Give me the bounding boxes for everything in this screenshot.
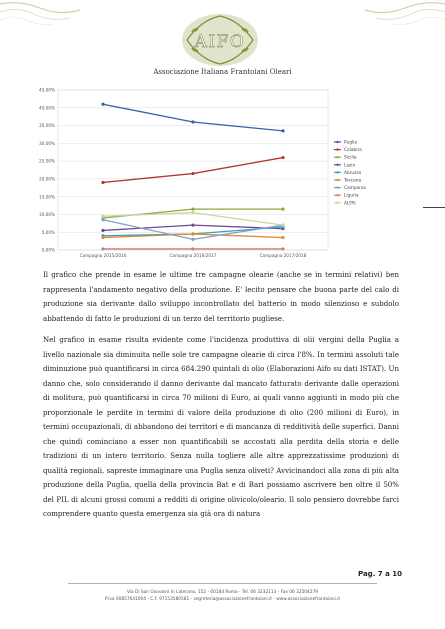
data-point [281, 208, 284, 211]
y-tick-label: 25,00% [39, 158, 55, 164]
legend-marker [336, 141, 338, 143]
margin-rule [423, 207, 445, 208]
data-point [281, 224, 284, 227]
data-point [101, 218, 104, 221]
legend-marker [336, 202, 338, 204]
data-point [281, 129, 284, 132]
legend-label: Lazio [344, 163, 356, 169]
y-tick-label: 0,00% [41, 247, 55, 253]
page-number: Pag. 7 a 10 [358, 570, 402, 578]
data-point [101, 229, 104, 232]
aifo-logo [181, 10, 259, 68]
y-tick-label: 15,00% [39, 194, 55, 200]
legend-marker [336, 186, 338, 188]
series-line [103, 104, 283, 131]
legend-label: Liguria [344, 193, 359, 199]
data-point [191, 238, 194, 241]
data-point [281, 247, 284, 250]
legend-marker [336, 194, 338, 196]
footer-rule [68, 583, 377, 584]
body-text [43, 268, 399, 522]
legend-label: Abruzzo [344, 170, 362, 176]
x-tick-label: Campagna 2016/2017 [169, 253, 217, 258]
legend-marker [336, 164, 338, 166]
x-tick-label: Campagna 2015/2016 [79, 253, 127, 258]
logo-text: AIFO [194, 32, 246, 52]
legend-label: Campania [344, 186, 366, 192]
corner-ornament-left [0, 0, 80, 40]
data-point [191, 247, 194, 250]
y-tick-label: 20,00% [39, 176, 55, 182]
legend-label: Sicilia [344, 155, 357, 161]
y-tick-label: 45,00% [39, 87, 55, 93]
data-point [281, 156, 284, 159]
paragraph-1: Il grafico che prende in esame le ultime tre campagne olearie (anche se in termini relativi) ben rappresenta l'andamento negativo della produzione. E' lecito pensare che buona parte del calo di produzione sia derivante dallo sviluppo incontrollato del batterio in modo silenzioso e subdolo abbattendo di fatto le produzioni di un terzo del territorio pugliese. [43, 270, 399, 323]
legend-marker [336, 156, 338, 158]
y-tick-label: 40,00% [39, 105, 55, 111]
y-tick-label: 10,00% [39, 212, 55, 218]
data-point [101, 236, 104, 239]
legend-marker [336, 171, 338, 173]
data-point [191, 172, 194, 175]
corner-ornament-right [365, 0, 445, 40]
legend-marker [336, 179, 338, 181]
legend-label: ALTRI [344, 201, 356, 207]
data-point [191, 208, 194, 211]
data-point [191, 232, 194, 235]
legend-marker [336, 148, 338, 150]
x-tick-label: Campagna 2017/2018 [259, 253, 307, 258]
data-point [101, 215, 104, 218]
production-chart [36, 82, 406, 270]
data-point [101, 247, 104, 250]
legend-label: Puglia [344, 140, 357, 146]
footer-contacts: P.iva 00857641004 - C.F. 97153580581 - segreteria@associazionefrantoiani.it - www.associazionefrantoiani.it [104, 597, 341, 602]
paragraph-2: Nel grafico in esame risulta evidente come l'incidenza produttiva di olii vergini della Puglia a livello nazionale sia diminuita nelle sole tre campagne olearie di circa l'8%. In termini assoluti tale diminuzione può quantificarsi in circa 684.290 quintali di olio (Elaborazioni Aifo su dati ISTAT). Un danno che, solo considerando il danno derivante dal mancato fatturato derivante dalle operazioni di molitura, può quantificarsi in circa 70 milioni di Euro, ai quali vanno aggiunti in modo più che proporzionale le perdite in termini di valore della produzione di olio (200 milioni di Euro), in termini occupazionali, di abbandono dei territori e di mancanza di redditività delle superfici. Danni che quindi cominciano a esser non quantificabili se accostati alla perdita della storia e delle tradizioni di un intero territorio. Senza nulla togliere alle altre apprezzatissime produzioni di qualità regionali, sapreste immaginare una Puglia senza oliveti? Avvicinandoci alla zona di più alta produzione della Puglia, quella della provincia Bat e di Bari possiamo ascrivere ben oltre il 50% del PIL di alcuni grossi comuni a redditi di origine olivicolo/oleario. Il solo pensiero dovrebbe farci comprendere quanto questa emergenza sia già ora di natura [43, 335, 399, 518]
data-point [191, 224, 194, 227]
legend-label: Toscana [344, 178, 362, 184]
data-point [281, 236, 284, 239]
y-tick-label: 30,00% [39, 140, 55, 146]
data-point [101, 103, 104, 106]
data-point [191, 120, 194, 123]
association-name: Associazione Italiana Frantoiani Oleari [153, 68, 292, 76]
footer-address: Via Di San Giovanni In Laterano, 152 - 00184 Roma - Tel. 06 3232113 - Fax 06 32504279 [127, 590, 318, 595]
production-chart-svg [36, 82, 406, 270]
y-tick-label: 35,00% [39, 123, 55, 129]
data-point [101, 181, 104, 184]
legend-label: Calabria [344, 148, 362, 154]
y-tick-label: 5,00% [41, 229, 55, 235]
data-point [191, 211, 194, 214]
